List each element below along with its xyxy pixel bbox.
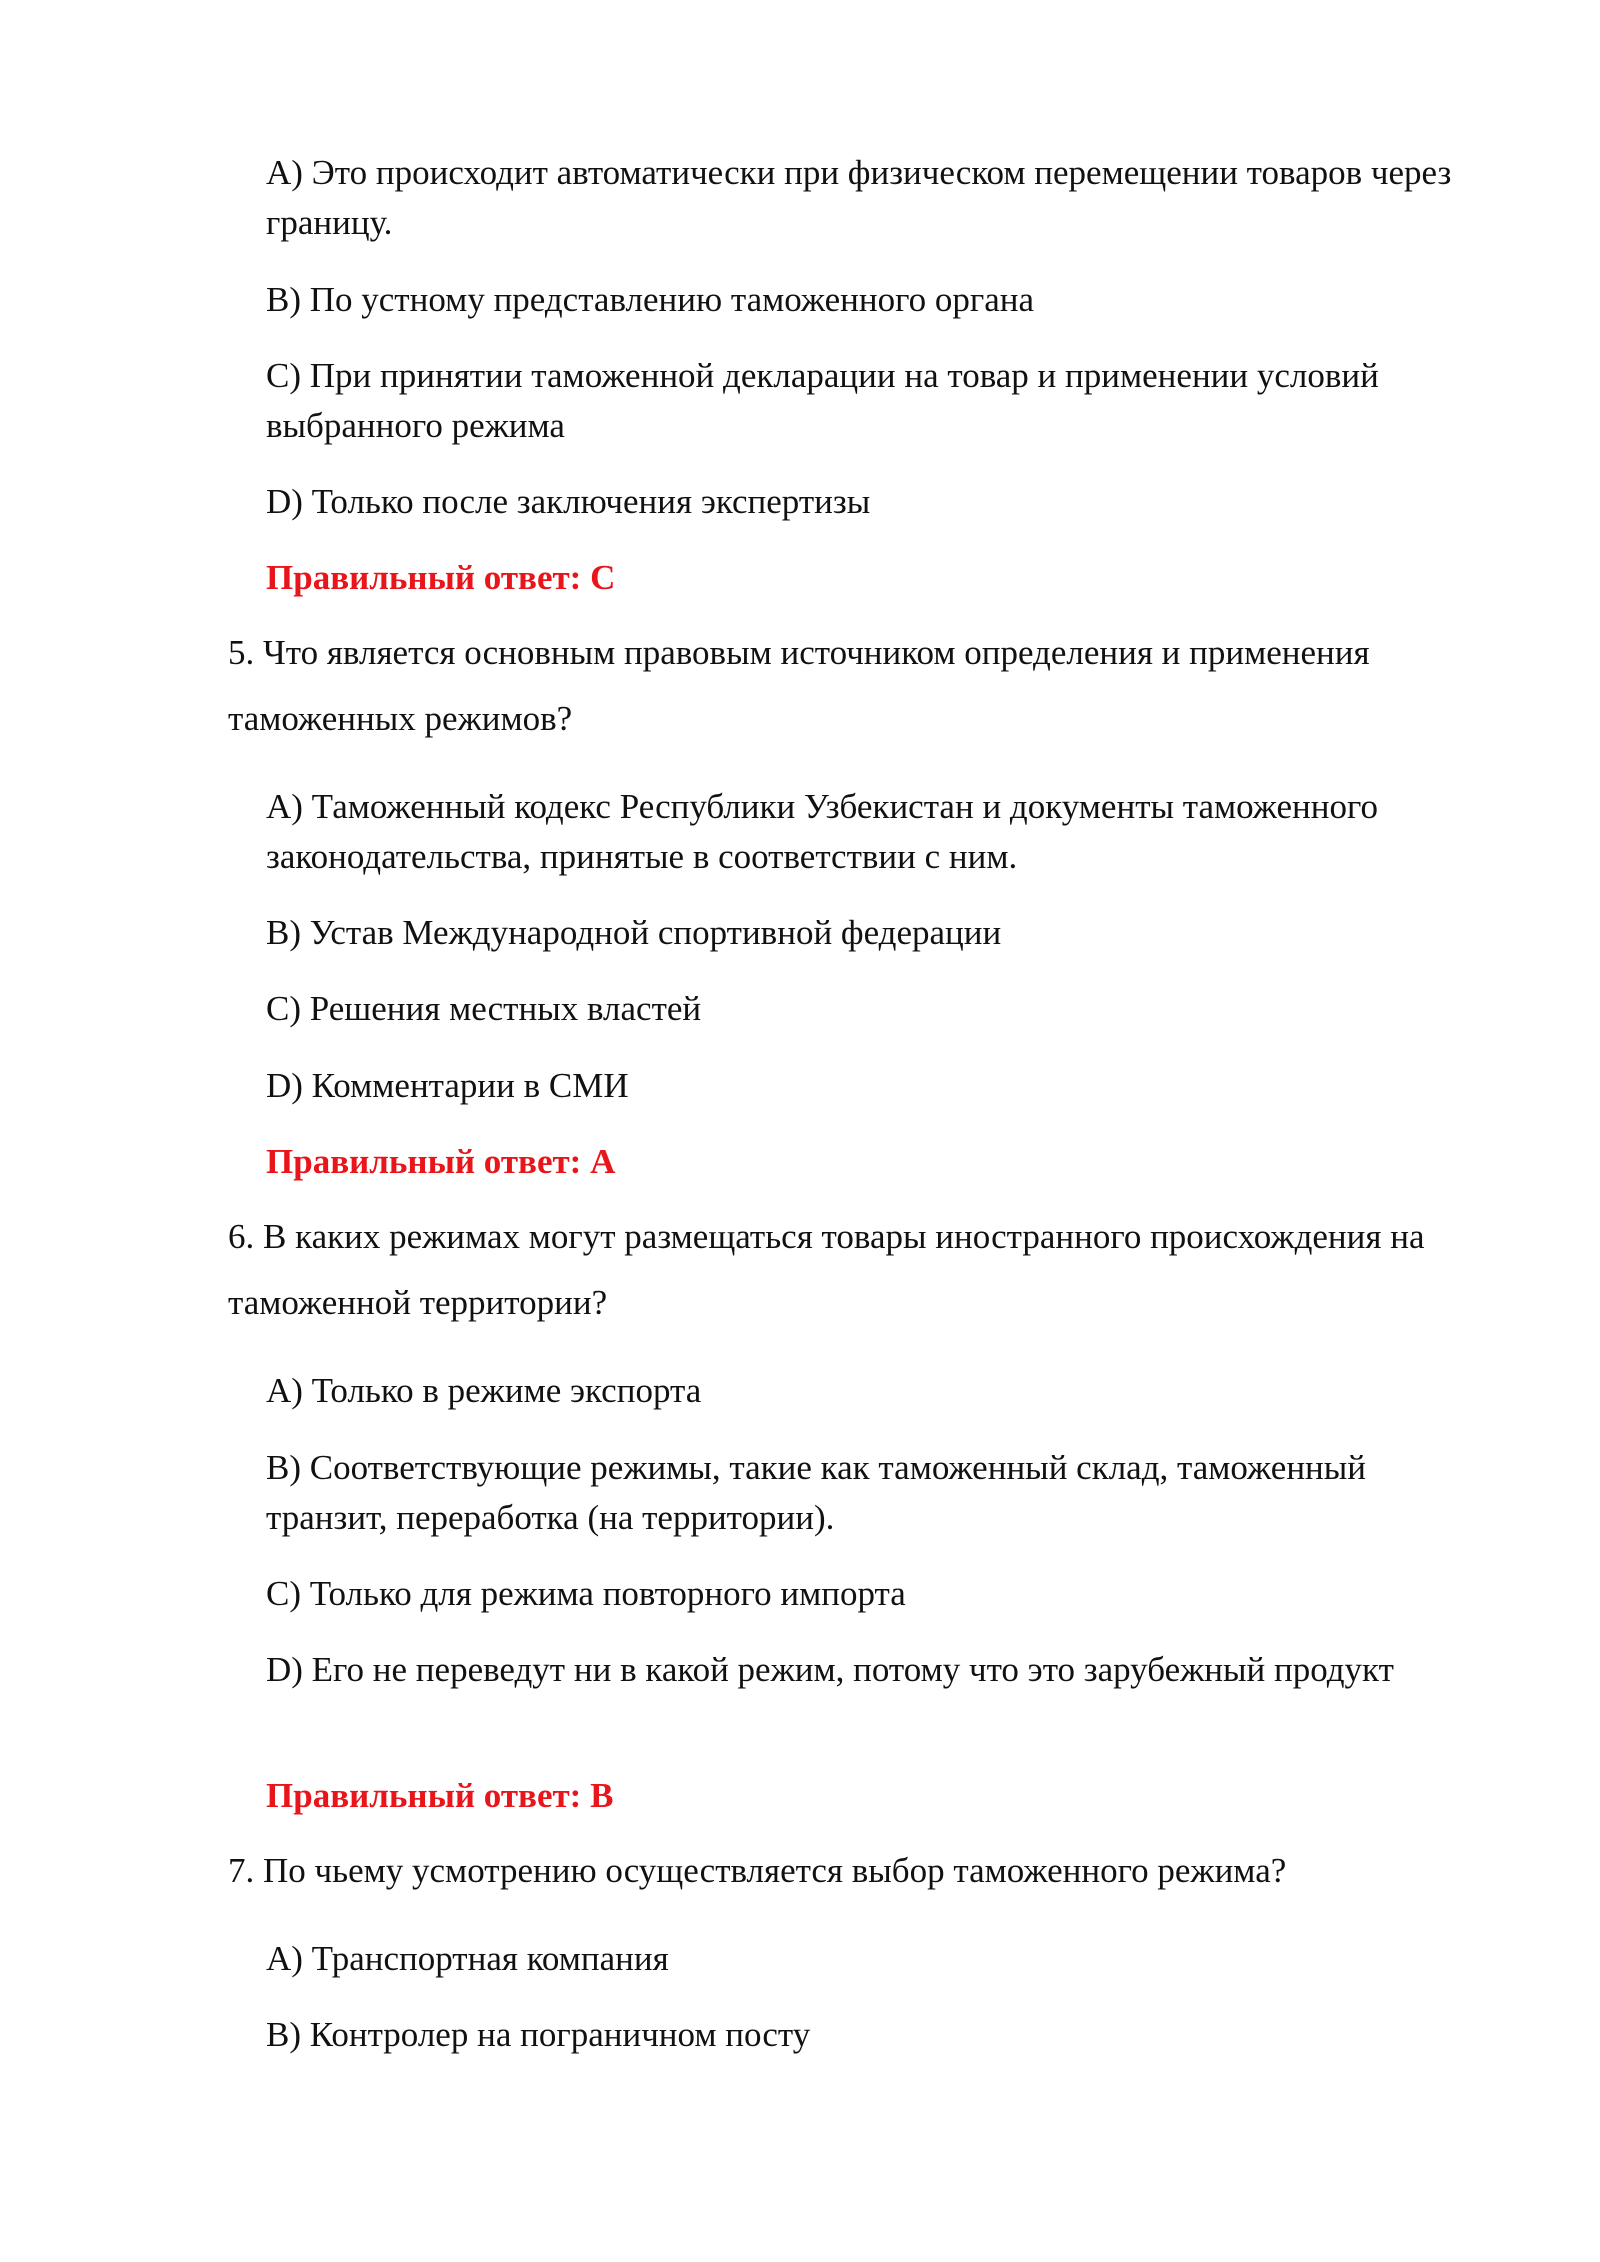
q6-correct-answer: Правильный ответ: B <box>266 1776 614 1815</box>
q5-correct-answer: Правильный ответ: A <box>266 1142 616 1181</box>
question-5: 5. Что является основным правовым источником определения и применения таможенных режимов? <box>228 633 1370 738</box>
q6-option-d: D) Его не переведут ни в какой режим, потому что это зарубежный продукт <box>266 1650 1394 1689</box>
q5-option-d: D) Комментарии в СМИ <box>266 1066 629 1105</box>
q6-option-b: B) Соответствующие режимы, такие как таможенный склад, таможенный транзит, переработка (на территории). <box>266 1448 1367 1537</box>
correct-answer: Правильный ответ: C <box>266 558 616 597</box>
option-c: C) При принятии таможенной декларации на товар и применении условий выбранного режима <box>266 356 1379 445</box>
q5-option-a: A) Таможенный кодекс Республики Узбекистан и документы таможенного законодательства, принятые в соответствии с ним. <box>266 787 1378 876</box>
q5-option-b: B) Устав Международной спортивной федерации <box>266 913 1002 952</box>
q7-option-b: B) Контролер на пограничном посту <box>266 2015 811 2054</box>
option-d: D) Только после заключения экспертизы <box>266 482 871 521</box>
question-7: 7. По чьему усмотрению осуществляется выбор таможенного режима? <box>228 1851 1287 1890</box>
option-a: A) Это происходит автоматически при физическом перемещении товаров через границу. <box>266 153 1452 242</box>
q5-option-c: C) Решения местных властей <box>266 989 702 1028</box>
q7-option-a: A) Транспортная компания <box>266 1939 669 1978</box>
question-6: 6. В каких режимах могут размещаться товары иностранного происхождения на таможенной территории? <box>228 1217 1425 1322</box>
q6-option-c: C) Только для режима повторного импорта <box>266 1574 906 1613</box>
option-b: B) По устному представлению таможенного органа <box>266 280 1035 319</box>
q6-option-a: A) Только в режиме экспорта <box>266 1371 702 1410</box>
